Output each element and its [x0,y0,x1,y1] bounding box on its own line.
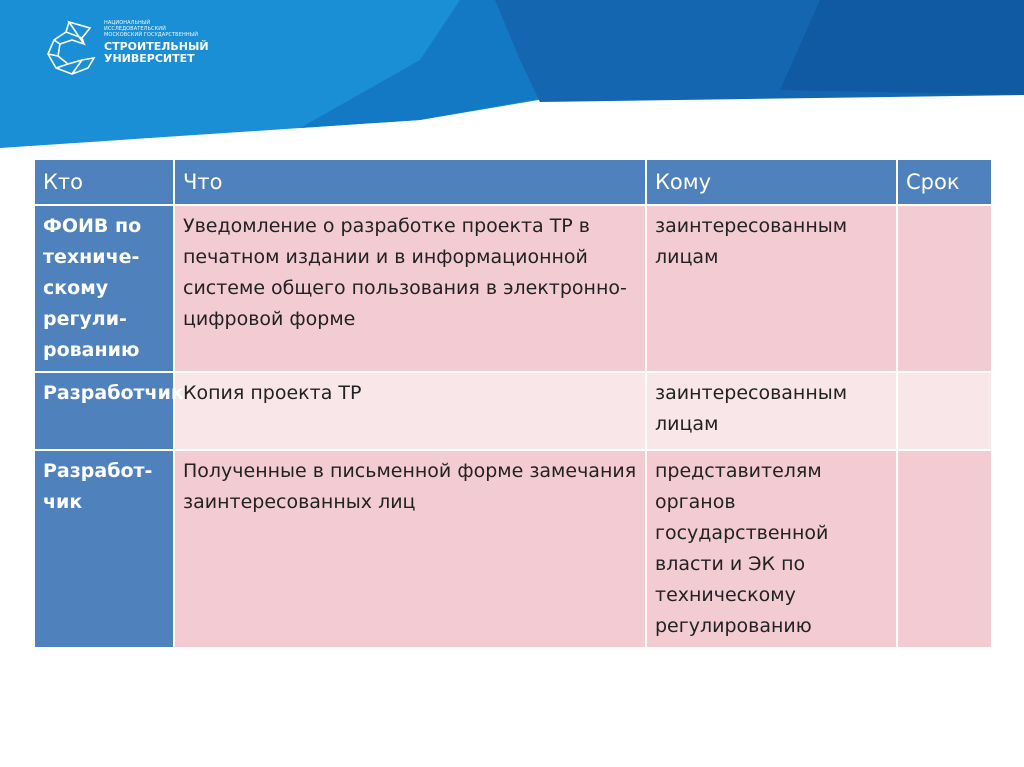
cell-whom: представителям органов государственной власти и ЭК по техническому регулированию [646,450,897,648]
table-row [34,205,992,372]
logo-subtitle: НАЦИОНАЛЬНЫЙ ИССЛЕДОВАТЕЛЬСКИЙ МОСКОВСКИЙ ГОСУДАРСТВЕННЫЙ [104,20,199,38]
table-row [34,372,992,450]
table-header-row [34,159,992,205]
cell-what: Полученные в письменной форме замечания заинтересованных лиц [174,450,646,648]
logo-title: СТРОИТЕЛЬНЫЙ УНИВЕРСИТЕТ [104,40,209,65]
university-logo-icon [38,18,100,80]
cell-who: Разработ-чик [34,450,174,648]
column-header-who: Кто [34,159,174,205]
cell-term [897,450,992,648]
logo-text [104,20,209,65]
cell-term [897,205,992,372]
cell-what: Копия проекта ТР [174,372,646,450]
column-header-whom: Кому [646,159,897,205]
procedure-table [33,158,993,649]
cell-what: Уведомление о разработке проекта ТР в печатном издании и в информационной системе общего пользования в электронно-цифровой форме [174,205,646,372]
cell-term [897,372,992,450]
header-banner [0,0,1024,150]
cell-who: ФОИВ по техниче-скому регули-рованию [34,205,174,372]
table-row [34,450,992,648]
cell-whom: заинтересованным лицам [646,205,897,372]
column-header-term: Срок [897,159,992,205]
cell-whom: заинтересованным лицам [646,372,897,450]
cell-who: Разработчик [34,372,174,450]
column-header-what: Что [174,159,646,205]
